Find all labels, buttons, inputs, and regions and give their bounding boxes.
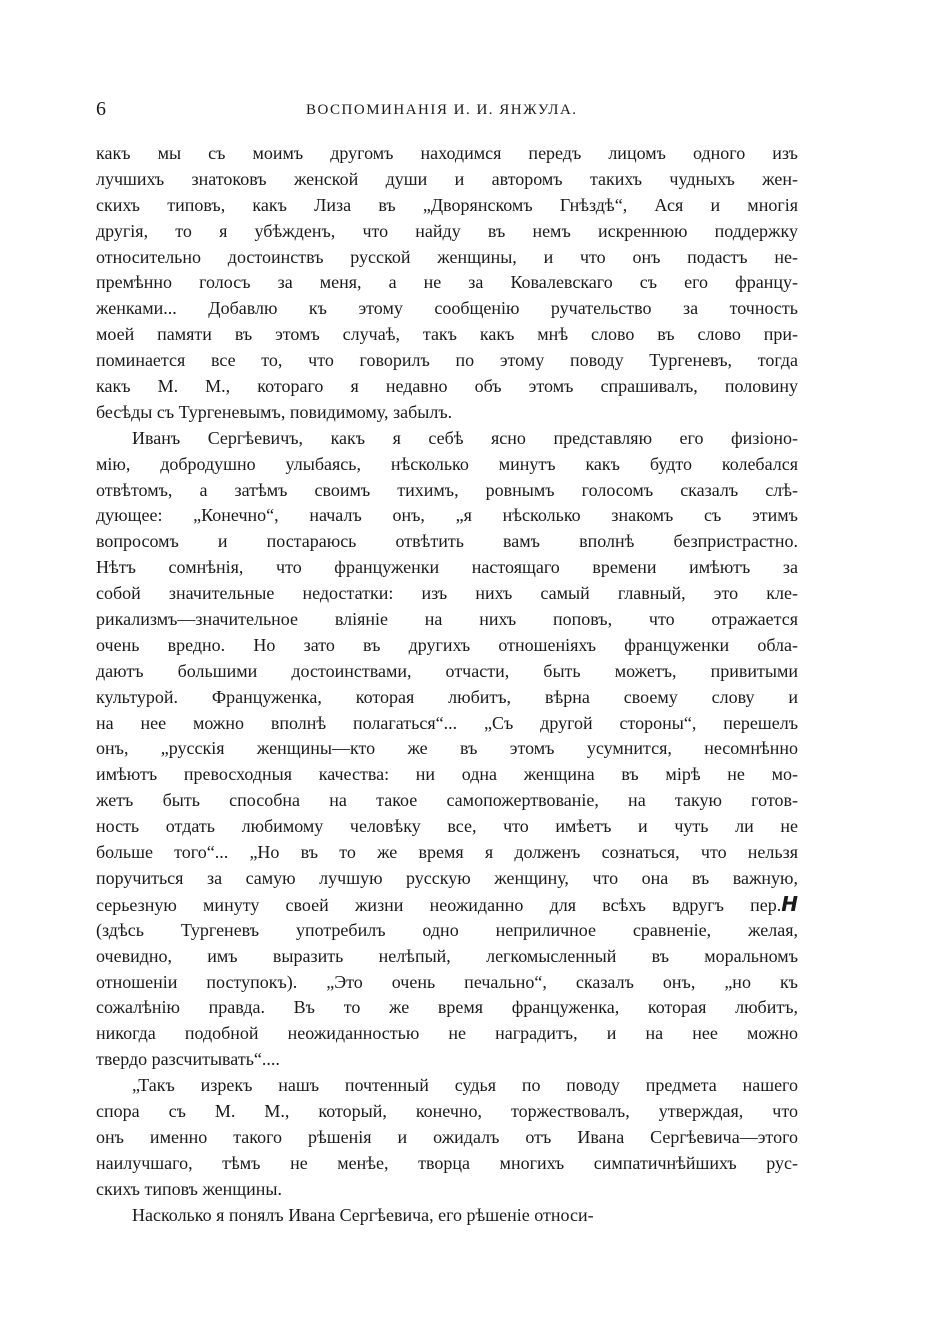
line-text: Иванъ Сергѣевичъ, какъ я себѣ ясно представляю его физіоно- xyxy=(132,427,798,448)
line-text: лучшихъ знатоковъ женской души и авторомъ такихъ чудныхъ жен- xyxy=(96,168,798,189)
text-line xyxy=(96,970,798,996)
line-text: ность отдать любимому человѣку все, что имѣетъ и чуть ли не xyxy=(96,816,798,837)
text-line xyxy=(96,452,798,478)
text-line xyxy=(96,245,798,271)
text-line xyxy=(96,581,798,607)
text-line xyxy=(96,374,798,400)
page-number: 6 xyxy=(96,98,106,120)
line-text: какъ М. М., котораго я недавно объ этомъ спрашивалъ, половину xyxy=(96,376,798,397)
text-line xyxy=(96,426,798,452)
line-text: серьезную минуту своей жизни неожиданно для всѣхъ вдругъ пер. xyxy=(96,894,782,915)
line-text: скихъ типовъ, какъ Лиза въ „Дворянскомъ Гнѣздѣ“, Ася и многія xyxy=(96,194,798,215)
text-line xyxy=(96,814,798,840)
text-line xyxy=(96,711,798,737)
paragraph xyxy=(96,1203,798,1229)
paragraph xyxy=(96,426,798,1073)
line-text: скихъ типовъ женщины. xyxy=(96,1178,283,1199)
text-line xyxy=(96,322,798,348)
line-text: „Такъ изрекъ нашъ почтенный судья по поводу предмета нашего xyxy=(132,1075,798,1096)
line-text: онъ, „русскія женщины—кто же въ этомъ усумнится, несомнѣнно xyxy=(96,738,798,759)
text-line xyxy=(96,1177,798,1203)
line-text: мію, добродушно улыбаясь, нѣсколько минутъ какъ будто колебался xyxy=(96,453,798,474)
text-line xyxy=(96,1073,798,1099)
text-line xyxy=(96,1125,798,1151)
line-text: моей памяти въ этомъ случаѣ, такъ какъ мнѣ слово въ слово при- xyxy=(96,324,798,345)
line-text: больше того“... „Но въ то же время я долженъ сознаться, что нельзя xyxy=(96,842,798,863)
line-text: (здѣсь Тургеневъ употребилъ одно неприличное сравненіе, желая, xyxy=(96,919,798,940)
text-line xyxy=(96,1099,798,1125)
text-line xyxy=(96,944,798,970)
text-line xyxy=(96,788,798,814)
text-line xyxy=(96,529,798,555)
text-line xyxy=(96,736,798,762)
body-text xyxy=(96,141,798,1228)
text-line xyxy=(96,762,798,788)
text-line xyxy=(96,141,798,167)
text-line xyxy=(96,1203,798,1229)
line-text: поминается все то, что говорилъ по этому поводу Тургеневъ, тогда xyxy=(96,350,798,371)
line-text: Насколько я понялъ Ивана Сергѣевича, его рѣшеніе относи- xyxy=(132,1204,594,1225)
text-line xyxy=(96,400,798,426)
text-line xyxy=(96,348,798,374)
running-title: ВОСПОМИНАНІЯ И. И. ЯНЖУЛА. xyxy=(306,102,578,118)
text-line xyxy=(96,918,798,944)
line-text: онъ именно такого рѣшенія и ожидалъ отъ Ивана Сергѣевича—этого xyxy=(96,1126,798,1147)
line-text: на нее можно вполнѣ полагаться“... „Съ другой стороны“, перешелъ xyxy=(96,712,798,733)
line-text: собой значительные недостатки: изъ нихъ самый главный, это кле- xyxy=(96,583,798,604)
line-text: очень вредно. Но зато въ другихъ отношеніяхъ француженки обла- xyxy=(96,634,798,655)
line-text: поручиться за самую лучшую русскую женщину, что она въ важную, xyxy=(96,867,798,888)
line-text: даютъ большими достоинствами, отчасти, быть можетъ, привитыми xyxy=(96,660,798,681)
text-line xyxy=(96,633,798,659)
line-text: спора съ М. М., который, конечно, торжествовалъ, утверждая, что xyxy=(96,1100,798,1121)
line-text: относительно достоинствъ русской женщины, и что онъ подастъ не- xyxy=(96,246,798,267)
line-text: отношеніи поступокъ). „Это очень печально“, сказалъ онъ, „но къ xyxy=(96,971,798,992)
text-line xyxy=(96,1047,798,1073)
line-text: жетъ быть способна на такое самопожертвованіе, на такую готов- xyxy=(96,790,798,811)
line-text: вопросомъ и постараюсь отвѣтить вамъ вполнѣ безпристрастно. xyxy=(96,531,798,552)
line-text: сожалѣнію правда. Въ то же время француженка, которая любитъ, xyxy=(96,997,798,1018)
text-line xyxy=(96,892,798,918)
line-text: очевидно, имъ выразить нелѣпый, легкомысленный въ моральномъ xyxy=(96,945,798,966)
text-line xyxy=(96,296,798,322)
line-text: отвѣтомъ, а затѣмъ своимъ тихимъ, ровнымъ голосомъ сказалъ слѣ- xyxy=(96,479,798,500)
text-line xyxy=(96,1151,798,1177)
text-line xyxy=(96,995,798,1021)
text-line xyxy=(96,607,798,633)
handwritten-mark: Н xyxy=(781,891,798,916)
text-line xyxy=(96,219,798,245)
text-line xyxy=(96,840,798,866)
text-line xyxy=(96,659,798,685)
line-text: премѣнно голосъ за меня, а не за Ковалевскаго съ его францу- xyxy=(96,272,798,293)
text-line xyxy=(96,270,798,296)
line-text: Нѣтъ сомнѣнія, что француженки настоящаго времени имѣютъ за xyxy=(96,557,798,578)
text-line xyxy=(96,167,798,193)
line-text: никогда подобной неожиданностью не наградитъ, и на нее можно xyxy=(96,1023,798,1044)
line-text: какъ мы съ моимъ другомъ находимся передъ лицомъ одного изъ xyxy=(96,143,798,163)
line-text: твердо разсчитывать“.... xyxy=(96,1049,280,1070)
paragraph xyxy=(96,141,798,426)
line-text: наилучшаго, тѣмъ не менѣе, творца многихъ симпатичнѣйшихъ рус- xyxy=(96,1152,798,1173)
paragraph xyxy=(96,1073,798,1202)
text-line xyxy=(96,478,798,504)
line-text: женками... Добавлю къ этому сообщенію ручательство за точность xyxy=(96,298,798,319)
line-text: другія, то я убѣжденъ, что найду въ немъ искреннюю поддержку xyxy=(96,220,798,241)
line-text: имѣютъ превосходныя качества: ни одна женщина въ мірѣ не мо- xyxy=(96,764,798,785)
line-text: бесѣды съ Тургеневымъ, повидимому, забылъ. xyxy=(96,401,453,422)
text-line xyxy=(96,555,798,581)
text-line xyxy=(96,1021,798,1047)
line-text: рикализмъ—значительное вліяніе на нихъ поповъ, что отражается xyxy=(96,609,798,630)
text-line xyxy=(96,193,798,219)
text-line xyxy=(96,503,798,529)
text-line xyxy=(96,866,798,892)
line-text: дующее: „Конечно“, началъ онъ, „я нѣсколько знакомъ съ этимъ xyxy=(96,505,798,526)
text-line xyxy=(96,685,798,711)
line-text: культурой. Француженка, которая любитъ, вѣрна своему слову и xyxy=(96,686,798,707)
page-header xyxy=(96,96,796,122)
